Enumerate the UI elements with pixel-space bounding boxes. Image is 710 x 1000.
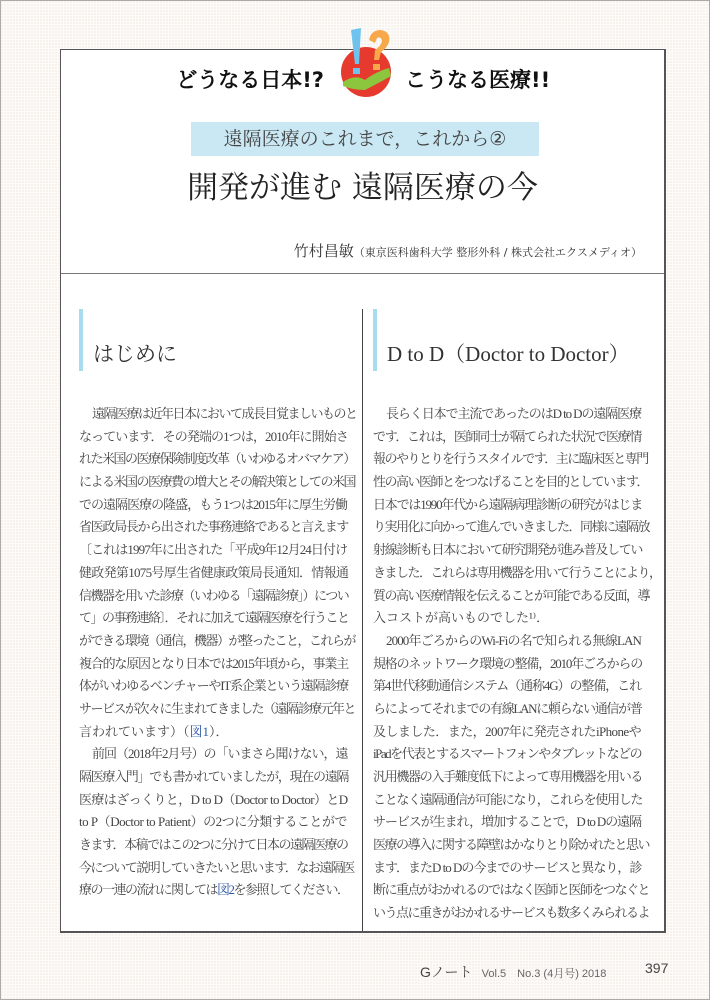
text-line: 健政発第1075号厚生省健康政策局長通知．情報通	[79, 564, 349, 580]
figure-link[interactable]: 図1	[189, 723, 210, 739]
text-fragment: 療の一連の流れに関しては	[79, 882, 218, 898]
section-body	[373, 403, 661, 925]
series-title: 遠隔医療のこれまで，これから②	[191, 122, 539, 156]
text-line: 報のやりとりを行うスタイルです．主に臨床医と専門	[373, 451, 648, 467]
text-line: 隔医療入門」でも書かれていましたが，現在の遠隔	[79, 769, 349, 784]
text-line: 射線診断も日本において研究開発が進み普及してい	[373, 542, 643, 558]
section-heading: D to D（Doctor to Doctor）	[373, 309, 645, 371]
text-line	[79, 879, 347, 902]
right-column	[373, 309, 661, 925]
text-line: らによってそれまでの有線LANに頼らない通信が普	[373, 700, 642, 716]
text-line: り実用化に向かって進んでいきました．同様に遠隔放	[373, 519, 650, 535]
text-line: いう点に重きがおかれるサービスも数多くみられるよ	[373, 905, 650, 921]
text-line: ができる環境（通信，機器）が整ったこと，これらが	[79, 632, 356, 648]
text-line: ことなく遠隔通信が可能になり，これらを使用した	[373, 791, 643, 807]
page-number: 397	[645, 960, 669, 976]
section-body	[79, 403, 357, 902]
text-line: 規格のネットワーク環境の整備，2010年ごろからの	[373, 655, 643, 671]
section-heading: はじめに	[79, 309, 351, 371]
text-line: 省医政局長から出された事務連絡であると言えます	[79, 519, 349, 535]
text-line: 入コストが高いものでした¹⁾．	[373, 610, 550, 626]
text-line: 今について説明していきたいと思います．なお遠隔医	[79, 859, 354, 875]
text-line: 〔これは1997年に出された「平成9年12月24日付け	[79, 542, 348, 558]
text-line: 及しました．また，2007年に発売されたiPhoneや	[373, 723, 641, 739]
text-line: 体がいわゆるベンチャーやIT系企業という遠隔診療	[79, 678, 349, 694]
text-line: 信機器を用いた診療（いわゆる「遠隔診療」）につい	[79, 587, 349, 603]
text-line: です．これは，医師同士が隔てられた状況で医療情	[373, 428, 642, 444]
text-line: ます．またD to Dの今までのサービスと異なり，診	[373, 859, 642, 875]
text-line: 第4世代移動通信システム（通称4G）の整備，これ	[373, 678, 641, 694]
author-line	[294, 240, 642, 261]
banner-right: こうなる医療!!	[405, 68, 551, 92]
text-line: 性の高い医師とをつなげることを目的としています．	[373, 474, 648, 490]
text-line: 日本では1990年代から遠隔病理診断の研究がはじま	[373, 496, 643, 512]
author-affiliation: （東京医科歯科大学 整形外科 / 株式会社エクスメディオ）	[353, 246, 642, 259]
text-line: での遠隔医療の隆盛，もう1つは2015年に厚生労働	[79, 496, 347, 512]
text-line: 医療の導入に関する障壁はかなりとり除かれたと思い	[373, 837, 650, 853]
text-line: きました．これらは専用機器を用いて行うことにより，	[373, 564, 661, 580]
footer	[420, 962, 606, 982]
journal-name: Gノート	[420, 964, 473, 980]
text-line: サービスが次々に生まれてきました（遠隔診療元年と	[79, 700, 356, 716]
left-column	[79, 309, 357, 902]
text-line: サービスが生まれ，増加することで，D to Dの遠隔	[373, 814, 641, 830]
banner-left: どうなる日本!?	[176, 68, 324, 92]
text-fragment: 言われています）（	[79, 723, 190, 739]
text-line: 質の高い医療情報を伝えることが可能である反面，導	[373, 587, 650, 603]
author-name: 竹村昌敏	[293, 242, 354, 260]
text-line: to P（Doctor to Patient）の2つに分類することがで	[79, 814, 347, 830]
text-line: て」の事務連絡〕．それに加えて遠隔医療を行うこと	[79, 610, 349, 626]
issue-info: Vol.5 No.3 (4月号) 2018	[481, 968, 607, 980]
text-line: れた米国の医療保険制度改革（いわゆるオバマケア）	[79, 451, 355, 467]
column-divider	[362, 309, 363, 931]
text-line: iPadを代表とするスマートフォンやタブレットなどの	[373, 746, 642, 762]
article-title: 開発が進む 遠隔医療の今	[187, 170, 538, 206]
text-line: による米国の医療費の増大とその解決策としての米国	[79, 474, 356, 490]
text-line: 前回（2018年2月号）の「いまさら聞けない，遠	[92, 746, 348, 762]
header-divider	[61, 273, 664, 274]
text-line: 遠隔医療は近年日本において成長目覚ましいものと	[92, 406, 357, 421]
section-banner	[61, 58, 664, 98]
text-line: なっています．その発端の1つは，2010年に開始さ	[79, 428, 348, 444]
text-fragment: ）．	[209, 723, 229, 739]
text-line	[79, 721, 347, 744]
figure-link[interactable]: 図2	[217, 882, 234, 898]
text-line: 2000年ごろからのWi-Fiの名で知られる無線LAN	[386, 632, 641, 648]
text-line: 複合的な原因となり日本では2015年頃から，事業主	[79, 655, 349, 671]
text-line: 断に重点がおかれるのではなく医師と医師をつなぐと	[373, 882, 650, 898]
text-line: 汎用機器の入手難度低下によって専用機器を用いる	[373, 769, 643, 784]
text-line: 長らく日本で主流であったのはD to Dの遠隔医療	[386, 406, 641, 421]
text-fragment: を参照してください．	[233, 882, 349, 898]
article-box	[60, 49, 666, 933]
japan-exclamation-logo	[335, 26, 397, 98]
text-line: 医療はざっくりと，D to D（Doctor to Doctor）とD	[79, 791, 348, 807]
text-line: きます．本稿ではこの2つに分けて日本の遠隔医療の	[79, 837, 348, 853]
